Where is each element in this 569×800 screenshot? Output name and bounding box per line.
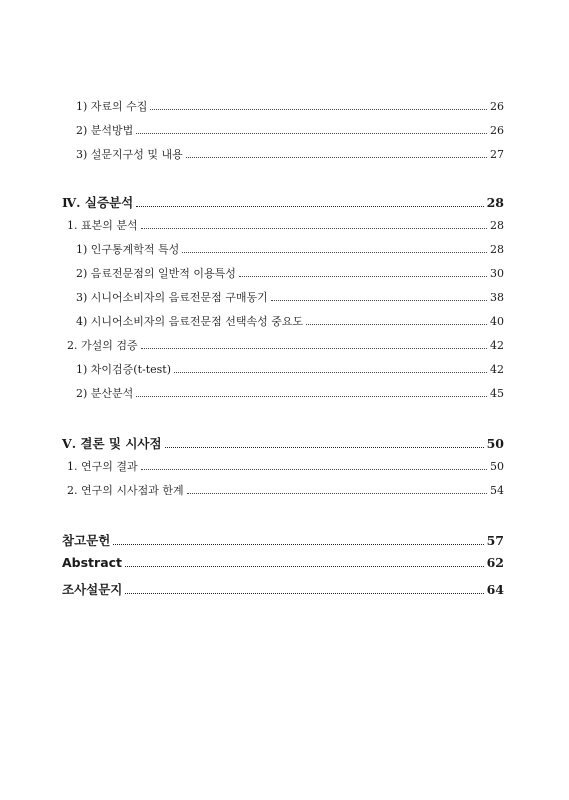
toc-entry-page-number: 62 <box>486 555 504 570</box>
toc-entry-page-number: 26 <box>490 100 504 113</box>
dot-leader <box>186 157 487 158</box>
toc-entry-title: 1) 인구통계학적 특성 <box>76 243 180 256</box>
toc-entry-page-number: 45 <box>490 387 504 400</box>
toc-entry-page-number: 42 <box>490 339 504 352</box>
toc-entry-title: 2. 가설의 검증 <box>67 339 138 352</box>
toc-entry-page-number: 27 <box>490 148 504 161</box>
toc-entry-page-number: 30 <box>490 267 504 280</box>
toc-entry-title: 2) 분산분석 <box>76 387 134 400</box>
dot-leader <box>165 447 484 448</box>
toc-entry-title: 2. 연구의 시사점과 한계 <box>67 484 184 497</box>
toc-entry <box>62 265 504 281</box>
toc-entry-title: 조사설문지 <box>62 582 123 597</box>
dot-leader <box>125 566 484 567</box>
toc-entry-title: 3) 시니어소비자의 음료전문점 구매동기 <box>76 291 268 304</box>
toc-entry-title: 4) 시니어소비자의 음료전문점 선택속성 중요도 <box>76 315 304 328</box>
toc-entry-title: 2) 분석방법 <box>76 124 134 137</box>
toc-entry-page-number: 28 <box>486 195 504 210</box>
toc-entry <box>62 531 504 549</box>
toc-entry-page-number: 54 <box>490 484 504 497</box>
dot-leader <box>136 396 487 397</box>
toc-entry-page-number: 38 <box>490 291 504 304</box>
toc-entry <box>62 555 504 570</box>
toc-entry <box>62 146 504 162</box>
toc-entry-title: 1) 차이검증(t-test) <box>76 363 172 376</box>
toc-entry <box>62 458 504 474</box>
toc-entry <box>62 580 504 598</box>
dot-leader <box>174 372 487 373</box>
toc-entry-page-number: 64 <box>486 582 504 597</box>
toc-entry-title: 1. 연구의 결과 <box>67 460 138 473</box>
toc-entry <box>62 241 504 257</box>
toc-entry-title: 참고문헌 <box>62 533 111 548</box>
toc-entry-title: 3) 설문지구성 및 내용 <box>76 148 183 161</box>
toc-entry-title: 1) 자료의 수집 <box>76 100 148 113</box>
toc-entry <box>62 361 504 377</box>
toc-entry-page-number: 26 <box>490 124 504 137</box>
toc-entry <box>62 337 504 353</box>
toc-entry-page-number: 57 <box>486 533 504 548</box>
toc-entry-page-number: 28 <box>490 243 504 256</box>
toc-entry-page-number: 40 <box>490 315 504 328</box>
dot-leader <box>141 228 487 229</box>
toc-entry-title: Ⅴ. 결론 및 시사점 <box>62 436 162 451</box>
toc-entry <box>62 98 504 114</box>
toc-entry <box>62 434 504 452</box>
toc-entry-title: Abstract <box>62 555 123 570</box>
toc-entry-page-number: 50 <box>486 436 504 451</box>
dot-leader <box>239 276 487 277</box>
toc-entry-page-number: 42 <box>490 363 504 376</box>
dot-leader <box>182 252 487 253</box>
dot-leader <box>187 493 487 494</box>
toc-entry-title: Ⅳ. 실증분석 <box>62 195 134 210</box>
toc-entry-page-number: 50 <box>490 460 504 473</box>
toc-entry <box>62 122 504 138</box>
dot-leader <box>125 593 483 594</box>
toc-entry <box>62 313 504 329</box>
dot-leader <box>136 133 487 134</box>
dot-leader <box>113 544 483 545</box>
toc-entry <box>62 217 504 233</box>
toc-entry <box>62 482 504 498</box>
toc-entry <box>62 289 504 305</box>
toc-entry-title: 2) 음료전문점의 일반적 이용특성 <box>76 267 236 280</box>
dot-leader <box>150 109 487 110</box>
toc-entry-title: 1. 표본의 분석 <box>67 219 138 232</box>
dot-leader <box>141 348 487 349</box>
toc-entry <box>62 193 504 211</box>
dot-leader <box>136 206 483 207</box>
dot-leader <box>306 324 487 325</box>
toc-entry-page-number: 28 <box>490 219 504 232</box>
dot-leader <box>141 469 487 470</box>
toc-entry <box>62 385 504 401</box>
dot-leader <box>271 300 487 301</box>
